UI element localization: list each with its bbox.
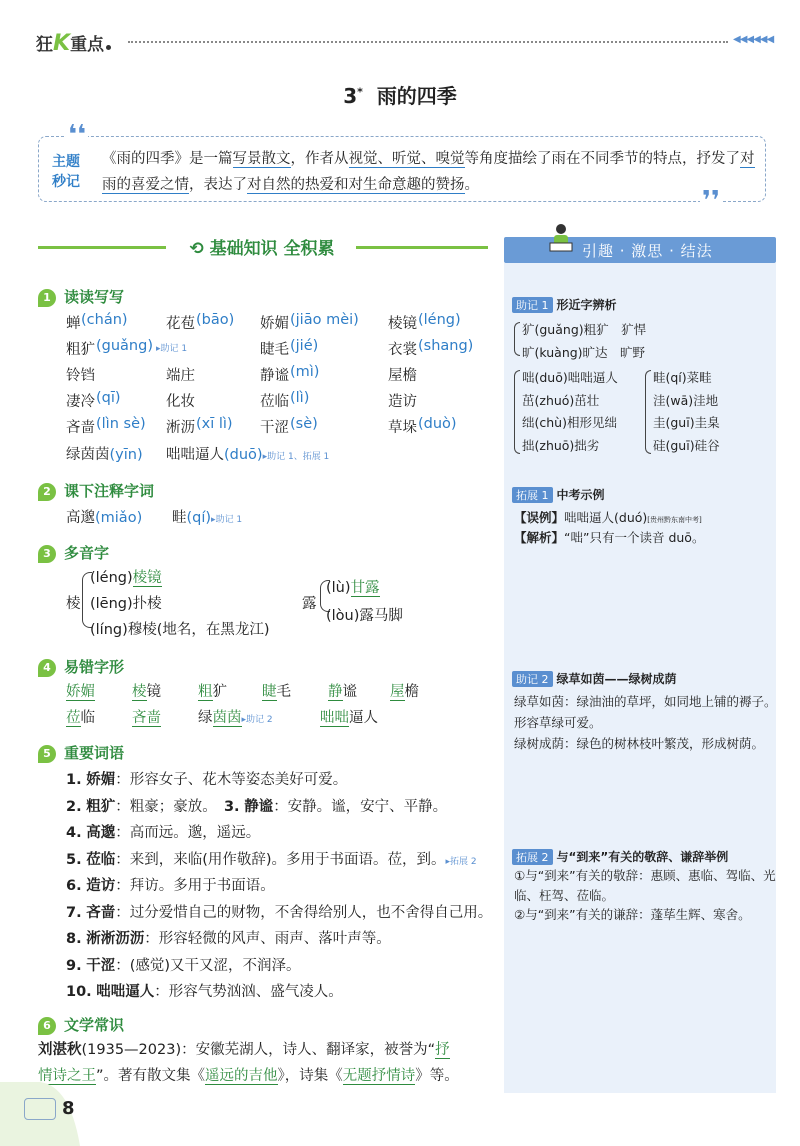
arrow-decoration-icon: ◀◀◀◀◀◀: [733, 34, 774, 45]
error-prone-word: 粗犷: [198, 684, 227, 700]
heading-read-write: 1 读读写写: [38, 286, 124, 307]
error-prone-word: 静谧: [328, 684, 357, 700]
vocab-item: 凄冷: [66, 394, 95, 410]
definition-item: 9. 干涩：(感觉)又干又涩，不润泽。: [66, 957, 301, 974]
vocab-item: 蝉: [66, 316, 81, 332]
vocab-item: 端庄: [166, 368, 195, 384]
bookmark-icon: 助记 2: [512, 671, 553, 687]
theme-text: 《雨的四季》是一篇写景散文，作者从视觉、听觉、嗅觉等角度描绘了雨在不同季节的特点，抒发了对雨的喜爱之情，表达了对自然的热爱和对生命意趣的赞扬。: [102, 151, 755, 193]
pinyin: (duò): [418, 416, 457, 432]
pinyin: (qī): [96, 390, 121, 406]
side-ext-1-line-2: 【解析】“咄”只有一个读音 duō。: [514, 530, 705, 545]
leaf-number-icon: 3: [38, 545, 56, 563]
side-line: 绿树成荫：绿色的树林枝叶繁茂，形成树荫。: [514, 736, 765, 751]
definition-item: 1. 娇媚：形容女子、花木等姿态美好可爱。: [66, 772, 348, 788]
side-line: 圭(guī)圭臬: [653, 415, 720, 430]
pinyin: (lì): [290, 390, 310, 406]
note-tag: ▸助记 1: [156, 344, 188, 354]
reader-figure-icon: [548, 223, 574, 255]
definition-item: 2. 粗犷：粗豪；豪放。 3. 静谧：安静。谧，安宁、平静。: [66, 798, 448, 815]
page-number: 8: [62, 1098, 75, 1119]
bookmark-icon: 助记 1: [512, 297, 553, 313]
error-prone-word: 棱镜: [132, 684, 161, 700]
definition-item: 5. 莅临：来到，来临(用作敬辞)。多用于书面语。莅，到。▸拓展 2: [66, 851, 477, 868]
pinyin: (chán): [81, 312, 128, 328]
side-line: 茁(zhuó)茁壮: [522, 392, 600, 408]
side-line: ①与“到来”有关的敬辞：惠顾、惠临、驾临、光: [514, 868, 776, 883]
definition-item: 7. 吝啬：过分爱惜自己的财物，不舍得给别人，也不舍得自己用。: [66, 904, 493, 921]
section-title: ⟲ 基础知识 全积累: [189, 239, 335, 259]
vocab-item: 吝啬: [66, 420, 95, 436]
literature-line-2: 情诗之王”。著有散文集《遥远的吉他》，诗集《无题抒情诗》等。: [38, 1068, 459, 1084]
error-prone-word: 屋檐: [390, 684, 419, 700]
pinyin: (mì): [290, 364, 320, 380]
error-prone-word: 睫毛: [262, 684, 291, 700]
quote-close-icon: ❜❜: [702, 186, 721, 216]
side-note-1-line: 犷(guǎng)粗犷 犷悍: [522, 322, 647, 337]
definition-item: 10. 咄咄逼人：形容气势汹汹、盛气凌人。: [66, 984, 343, 1000]
heading-polyphones: 3 多音字: [38, 542, 109, 563]
vocab-item: 娇媚: [260, 316, 289, 332]
side-line: 临、枉驾、莅临。: [514, 887, 615, 903]
vocab-item: 草垛: [388, 420, 417, 436]
side-note-1-line: 旷(kuàng)旷达 旷野: [522, 345, 646, 360]
vocab-item: 粗犷: [66, 342, 95, 358]
side-line: ②与“到来”有关的谦辞：蓬荜生辉、寒舍。: [514, 907, 751, 922]
side-line: 畦(qí)菜畦: [653, 370, 712, 385]
vocab-item: 干涩: [260, 420, 289, 436]
vocab-item: 花苞: [166, 316, 195, 332]
refresh-icon: ⟲: [189, 239, 204, 259]
error-prone-word: 娇媚: [66, 684, 95, 700]
section-header: [38, 234, 488, 258]
side-line: 拙(zhuō)拙劣: [522, 437, 600, 453]
side-ext-2-heading: 拓展 2 与“到来”有关的敬辞、谦辞举例: [512, 848, 728, 865]
side-line: 绌(chù)相形见绌: [522, 415, 617, 430]
side-line: 绿草如茵：绿油油的草坪，如同地上铺的褥子。: [514, 694, 777, 709]
pinyin: (xī lì): [196, 416, 233, 432]
pinyin: (guǎng): [96, 338, 153, 354]
side-line: 形容草绿可爱。: [514, 715, 602, 730]
side-line: 硅(guī)硅谷: [653, 437, 720, 453]
theme-label: 主题 秒记: [52, 154, 80, 190]
vocab-item: 棱镜: [388, 316, 417, 332]
quote-open-icon: ❛❛: [68, 120, 87, 150]
vocab-item: 铃铛: [66, 368, 95, 384]
pinyin: (shang): [418, 338, 474, 354]
literature-line-1: 刘湛秋(1935—2023)：安徽芜湖人，诗人、翻译家，被誉为“抒: [38, 1042, 450, 1058]
pinyin: (bāo): [196, 312, 235, 328]
side-ext-1-line-1: 【误例】咄咄逼人(duó)[贵州黔东南中考]: [514, 510, 702, 525]
top-bar: [0, 0, 800, 60]
vocab-item: 睫毛: [260, 342, 289, 358]
pinyin: (jiāo mèi): [290, 312, 359, 328]
pinyin: (jié): [290, 338, 319, 354]
heading-literature: 6 文学常识: [38, 1014, 124, 1035]
vocab-item: 淅沥: [166, 420, 195, 436]
leaf-number-icon: 4: [38, 659, 56, 677]
vocab-item: 衣裳: [388, 342, 417, 358]
definition-item: 6. 造访：拜访。多用于书面语。: [66, 878, 275, 894]
vocab-item: 静谧: [260, 368, 289, 384]
heading-error-prone: 4 易错字形: [38, 656, 124, 677]
brand-logo: 狂K重点: [36, 30, 111, 56]
vocab-item: 莅临: [260, 394, 289, 410]
top-dotted-line: [128, 41, 728, 43]
pinyin: (léng): [418, 312, 461, 328]
definition-item: 8. 淅淅沥沥：形容轻微的风声、雨声、落叶声等。: [66, 931, 391, 947]
vocab-item: 屋檐: [388, 368, 417, 384]
leaf-number-icon: 6: [38, 1017, 56, 1035]
side-header: [504, 237, 776, 263]
heading-annotations: 2 课下注释字词: [38, 480, 154, 501]
bookmark-icon: 拓展 2: [512, 849, 553, 865]
side-header-title: 引趣 · 激思 · 结法: [582, 242, 713, 260]
side-ext-1-heading: 拓展 1 中考示例: [512, 486, 605, 503]
lesson-title: 3* 雨的四季: [343, 84, 457, 108]
side-line: 咄(duō)咄咄逼人: [522, 370, 618, 385]
side-note-2-heading: 助记 2 绿草如茵——绿树成荫: [512, 670, 677, 687]
leaf-number-icon: 5: [38, 745, 56, 763]
pinyin: (lìn sè): [96, 416, 146, 432]
heading-key-words: 5 重要词语: [38, 742, 124, 763]
bookmark-icon: 拓展 1: [512, 487, 553, 503]
leaf-number-icon: 1: [38, 289, 56, 307]
definition-item: 4. 高邈：高而远。邈，遥远。: [66, 825, 261, 841]
leaf-number-icon: 2: [38, 483, 56, 501]
side-line: 洼(wā)洼地: [653, 392, 719, 408]
pinyin: (sè): [290, 416, 318, 432]
vocab-item: 化妆: [166, 394, 195, 410]
page-number-leaf-icon: [24, 1098, 56, 1120]
side-note-1-heading: 助记 1 形近字辨析: [512, 296, 617, 313]
vocab-item: 造访: [388, 394, 417, 410]
